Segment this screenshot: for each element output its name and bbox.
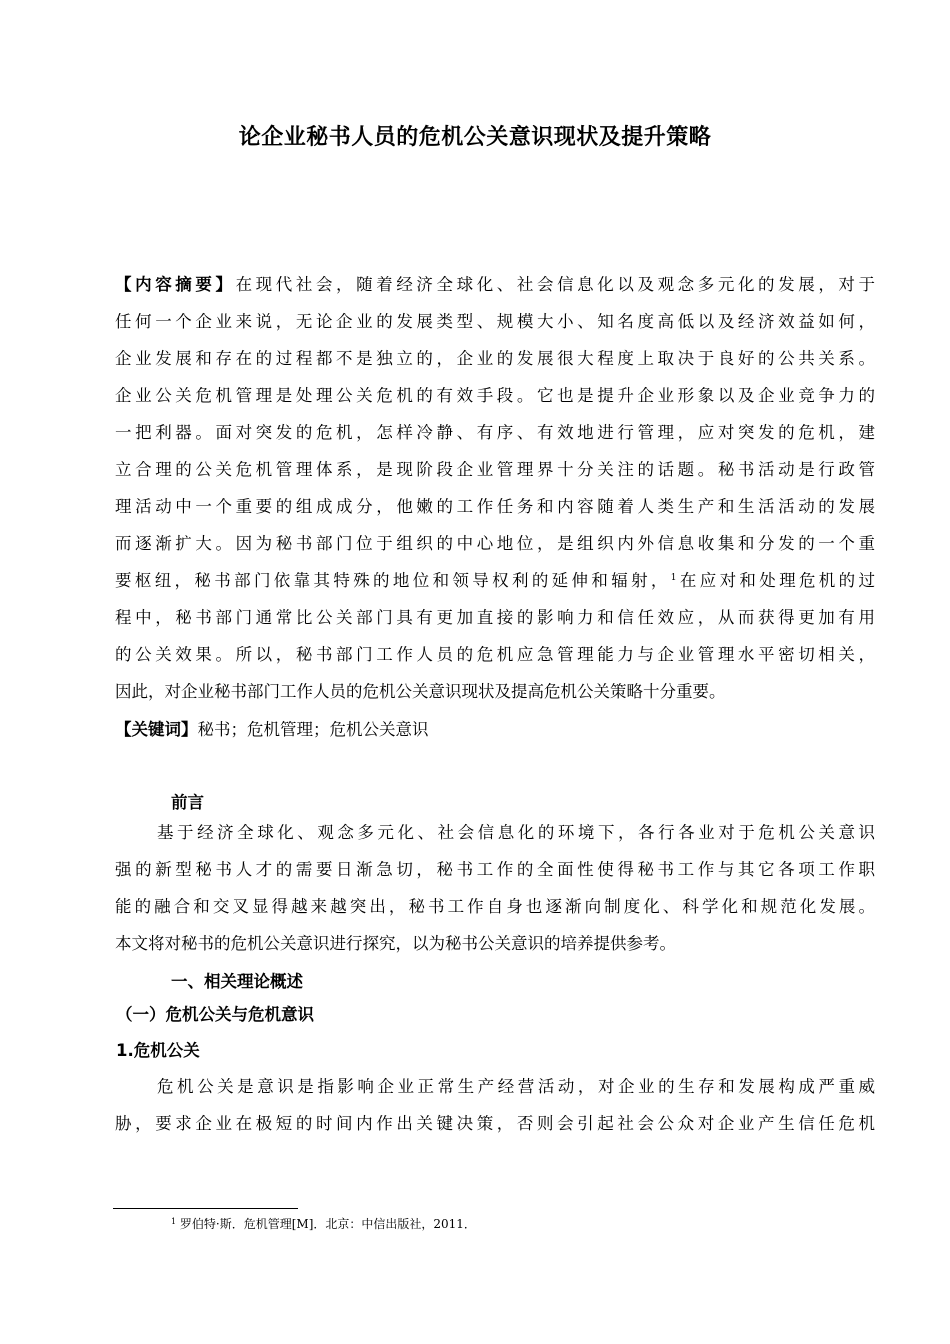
abstract-line-9-start: 要枢纽，秘书部门依靠其特殊的地位和领导权利的延伸和辐射， — [115, 571, 671, 590]
page-title: 论企业秘书人员的危机公关意识现状及提升策略 — [238, 125, 712, 150]
keywords-line — [115, 711, 875, 748]
keywords-text: 秘书；危机管理；危机公关意识 — [197, 720, 429, 739]
abstract-line-1 — [115, 266, 875, 303]
footnote — [171, 1212, 476, 1234]
footnote-text: 罗伯特·斯．危机管理[M]．北京：中信出版社，2011． — [179, 1217, 476, 1231]
keywords-label: 【关键词】 — [115, 720, 198, 739]
preface-line-3: 能的融合和交叉显得越来越突出，秘书工作自身也逐渐向制度化、科学化和规范化发展。 — [115, 897, 875, 916]
footnote-mark: 1 — [171, 1217, 177, 1226]
abstract-line-3: 企业发展和存在的过程都不是独立的，企业的发展很大程度上取决于良好的公共关系。 — [115, 349, 875, 368]
preface-heading: 前言 — [171, 793, 204, 812]
abstract-line-4: 企业公关危机管理是处理公关危机的有效手段。它也是提升企业形象以及企业竞争力的 — [115, 386, 875, 405]
abstract-line-5: 一把利器。面对突发的危机，怎样冷静、有序、有效地进行管理，应对突发的危机，建 — [115, 423, 875, 442]
section-body-line-2: 胁，要求企业在极短的时间内作出关键决策，否则会引起社会公众对企业产生信任危机 — [115, 1114, 875, 1133]
subsection-heading: （一）危机公关与危机意识 — [116, 1005, 314, 1024]
abstract-line-11: 的公关效果。所以，秘书部门工作人员的危机应急管理能力与企业管理水平密切相关， — [115, 645, 875, 664]
section-body-line-1: 危机公关是意识是指影响企业正常生产经营活动，对企业的生存和发展构成严重威 — [157, 1077, 875, 1096]
abstract-text: 在现代社会，随着经济全球化、社会信息化以及观念多元化的发展，对于 — [235, 275, 876, 294]
footnote-reference[interactable]: 1 — [670, 573, 677, 583]
abstract-line-7: 理活动中一个重要的组成成分，他嫩的工作任务和内容随着人类生产和生活活动的发展 — [115, 497, 875, 516]
footnote-separator — [113, 1208, 298, 1209]
section-heading: 一、相关理论概述 — [171, 972, 303, 991]
preface-line-2: 强的新型秘书人才的需要日渐急切，秘书工作的全面性使得秘书工作与其它各项工作职 — [115, 860, 875, 879]
preface-line-4: 本文将对秘书的危机公关意识进行探究，以为秘书公关意识的培养提供参考。 — [115, 934, 676, 953]
abstract-line-10: 程中，秘书部门通常比公关部门具有更加直接的影响力和信任效应，从而获得更加有用 — [115, 608, 875, 627]
abstract-line-12: 因此，对企业秘书部门工作人员的危机公关意识现状及提高危机公关策略十分重要。 — [115, 682, 726, 701]
abstract-line-6: 立合理的公关危机管理体系，是现阶段企业管理界十分关注的话题。秘书活动是行政管 — [115, 460, 875, 479]
subsubsection-heading: 1.危机公关 — [116, 1041, 200, 1060]
abstract-label: 【内容摘要】 — [115, 275, 236, 294]
preface-line-1: 基于经济全球化、观念多元化、社会信息化的环境下，各行各业对于危机公关意识 — [157, 823, 875, 842]
abstract-line-8: 而逐渐扩大。因为秘书部门位于组织的中心地位，是组织内外信息收集和分发的一个重 — [115, 534, 875, 553]
abstract-line-2: 任何一个企业来说，无论企业的发展类型、规模大小、知名度高低以及经济效益如何， — [115, 312, 875, 331]
abstract-line-9-end: 在应对和处理危机的过 — [676, 571, 876, 590]
abstract-line-9 — [115, 562, 875, 599]
